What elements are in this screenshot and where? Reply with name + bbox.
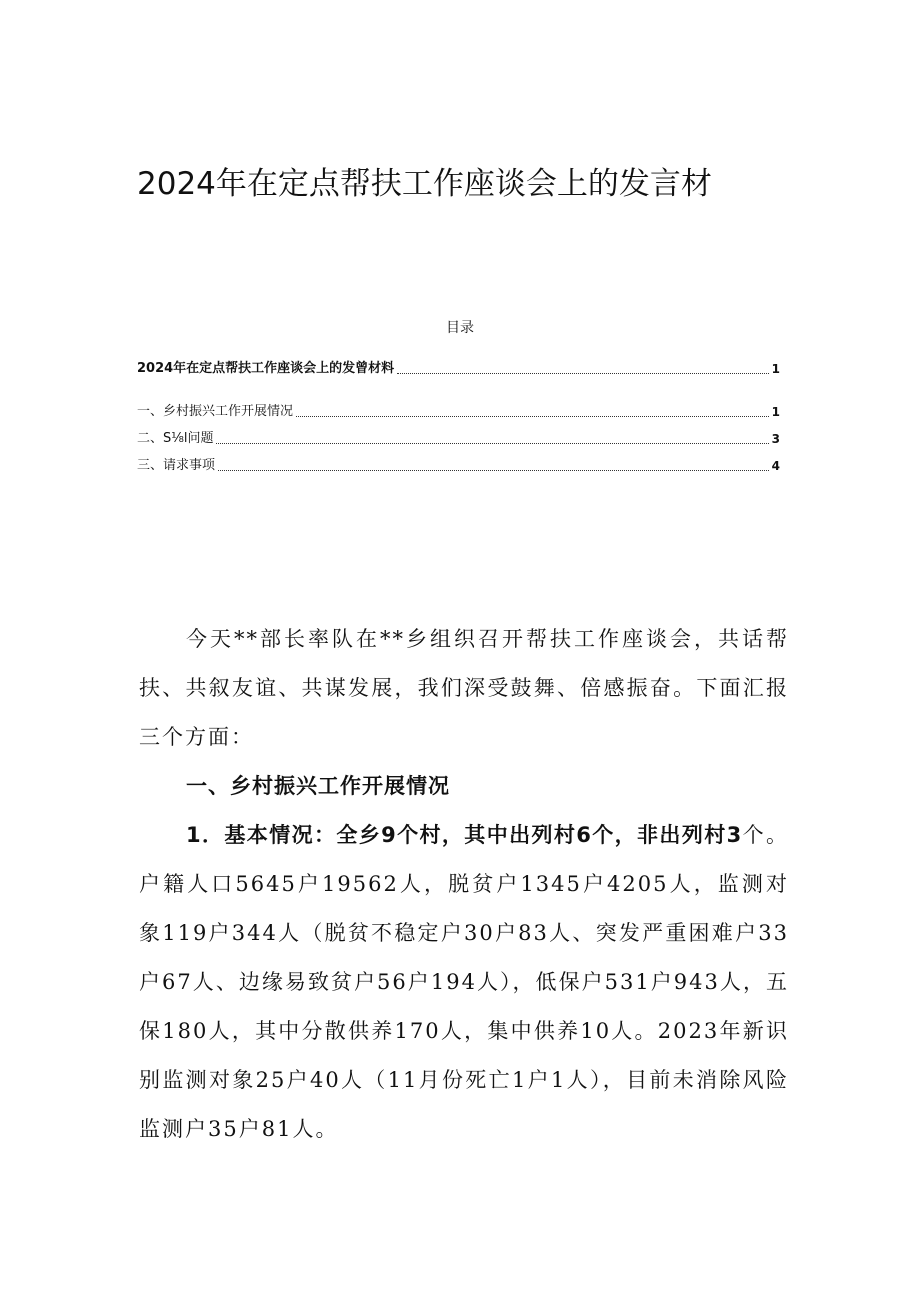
toc-entry-section-1[interactable]	[137, 401, 780, 421]
toc-entry-page: 3	[771, 432, 780, 446]
toc-entry-page: 4	[771, 459, 780, 473]
toc-entry-label: 一、乡村振兴工作开展情况	[137, 404, 294, 419]
toc-entry-section-3[interactable]	[137, 455, 780, 475]
toc-entry-title[interactable]	[137, 358, 780, 378]
toc-entry-label: 2024年在定点帮扶工作座谈会上的发曾材料	[137, 361, 395, 376]
document-title: 2024年在定点帮扶工作座谈会上的发言材	[137, 166, 712, 202]
intro-paragraph: 今天**部长率队在**乡组织召开帮扶工作座谈会，共话帮扶、共叙友谊、共谋发展，我们深受鼓舞、倍感振奋。下面汇报三个方面：	[139, 627, 789, 749]
toc-entry-section-2[interactable]	[137, 428, 780, 448]
toc-entry-label: 二、S⅛l问题	[137, 431, 214, 446]
basic-situation-paragraph	[139, 811, 789, 1154]
toc-heading: 目录	[446, 320, 474, 336]
section-heading-rural-revitalization: 一、乡村振兴工作开展情况	[186, 774, 450, 798]
basic-situation-lead: 1．基本情况：全乡9个村，其中出列村6个，非出列村3	[186, 823, 743, 847]
toc-entry-page: 1	[771, 362, 780, 376]
toc-entry-label: 三、请求事项	[137, 458, 216, 473]
toc-leader-dots	[296, 416, 769, 417]
document-body	[139, 615, 789, 1154]
toc-entry-page: 1	[771, 405, 780, 419]
basic-situation-body: 个。户籍人口5645户19562人，脱贫户1345户4205人，监测对象119户344人（脱贫不稳定户30户83人、突发严重困难户33户67人、边缘易致贫户56户194人），低保户531户943人，五保180人，其中分散供养170人，集中供养10人。2023年新识别监测对象25户40人（11月份死亡1户1人），目前未消除风险监测户35户81人。	[139, 823, 789, 1141]
toc-leader-dots	[216, 443, 768, 444]
toc-leader-dots	[218, 470, 769, 471]
toc-leader-dots	[397, 373, 768, 374]
